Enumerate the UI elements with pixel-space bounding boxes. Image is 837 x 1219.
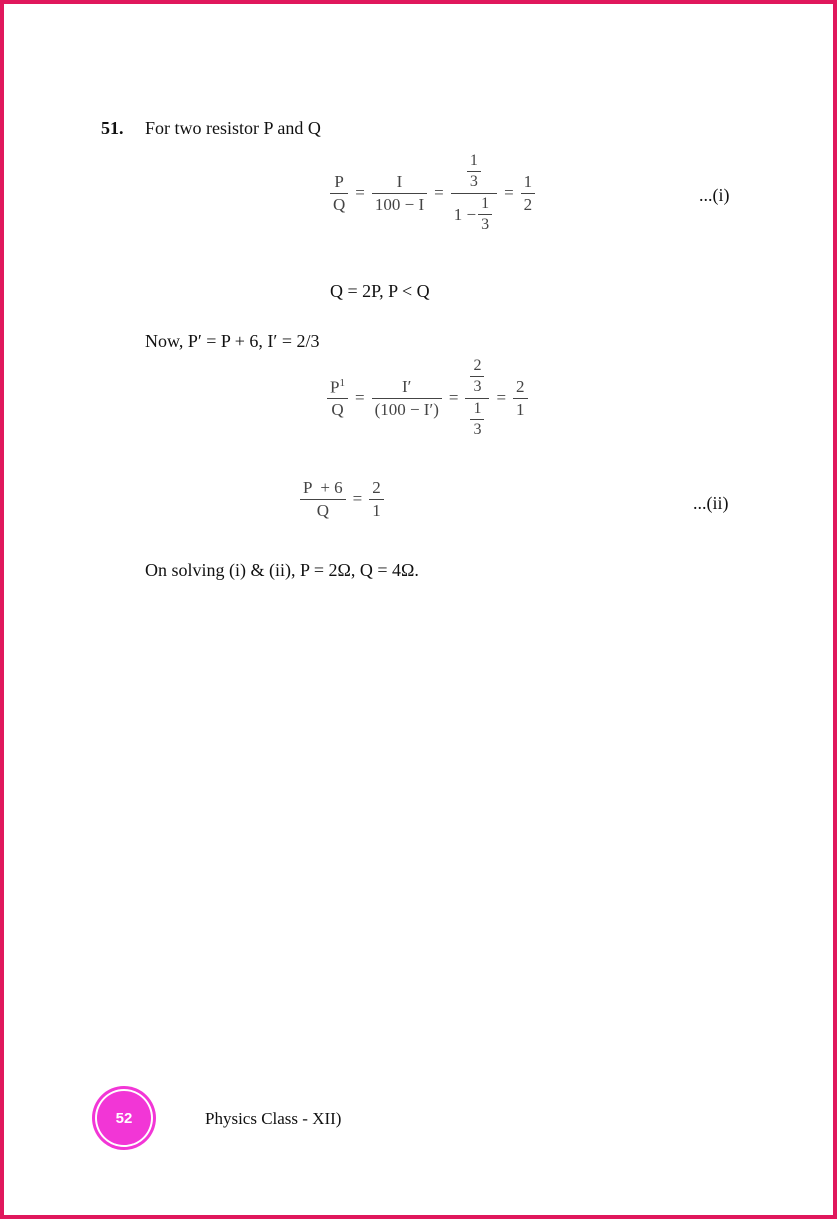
eq2-lhs-den: Q (331, 400, 344, 420)
eq1-f3-numerator (467, 152, 481, 192)
eq2-f3-num-den: 3 (473, 378, 482, 396)
eq1-f2-num: I (396, 172, 403, 192)
eq3-lhs-fraction (300, 478, 346, 520)
eq1-f3-num-den: 3 (469, 173, 478, 191)
eq1-fraction-2 (372, 172, 427, 214)
eq1-lhs-num: P (334, 172, 344, 192)
eq3-lhs-den: Q (316, 500, 329, 520)
eq1-lhs-den: Q (333, 194, 346, 214)
eq2-fraction-3 (465, 357, 489, 440)
equation-1 (328, 152, 537, 235)
eq1-f4-num: 1 (523, 172, 533, 192)
eq2-equals-3: = (496, 388, 507, 408)
eq1-f3-den-num: 1 (481, 194, 490, 212)
eq1-f2-den: 100 − I (374, 194, 425, 214)
eq3-rhs-fraction (369, 478, 384, 520)
eq1-f3-num-num: 1 (469, 152, 478, 169)
eq3-rhs-den: 1 (372, 500, 381, 520)
eq2-lhs-fraction (327, 377, 348, 420)
eq1-f4-den: 2 (523, 194, 533, 214)
eq2-fraction-4 (513, 377, 528, 419)
question-number: 51. (101, 118, 124, 138)
conclusion-line: On solving (i) & (ii), P = 2Ω, Q = 4Ω. (145, 560, 419, 580)
eq1-equals-2: = (434, 183, 444, 203)
eq2-fraction-2 (372, 377, 442, 419)
eq2-f4-num: 2 (516, 377, 525, 397)
eq1-fraction-4 (521, 172, 536, 214)
question-intro: For two resistor P and Q (145, 118, 321, 138)
eq1-f3-den-den: 3 (481, 216, 490, 234)
eq1-f3-denominator (478, 195, 492, 235)
equation-3-tag: ...(ii) (693, 493, 729, 513)
eq3-lhs-num: P + 6 (303, 478, 343, 497)
equation-1-tag: ...(i) (699, 185, 730, 205)
eq2-f3-denominator (470, 400, 484, 440)
eq1-fraction-3 (451, 152, 497, 235)
equation-3 (298, 478, 386, 520)
equation-2 (325, 357, 530, 440)
eq2-f3-num-num: 2 (473, 357, 482, 374)
page-number: 52 (115, 1109, 133, 1127)
eq2-lhs-sup: 1 (339, 376, 345, 389)
eq1-f3-den-prefix: 1 − (453, 204, 477, 224)
eq3-rhs-num: 2 (372, 478, 381, 497)
eq2-lhs-num: P (330, 377, 340, 397)
eq2-f2-den: (100 − I′) (374, 399, 439, 419)
footer-title: Physics Class - XII) (205, 1109, 342, 1128)
eq2-f3-den-num: 1 (473, 399, 482, 417)
eq3-equals: = (352, 489, 363, 509)
eq2-equals-1: = (354, 388, 365, 408)
eq1-equals-1: = (355, 183, 365, 203)
eq2-equals-2: = (448, 388, 459, 408)
eq2-f3-numerator (470, 357, 484, 397)
result-line: Q = 2P, P < Q (330, 281, 430, 301)
eq1-lhs-fraction (330, 172, 348, 214)
eq1-equals-3: = (504, 183, 514, 203)
eq2-f4-den: 1 (516, 399, 525, 419)
eq2-f2-num: I′ (402, 377, 412, 397)
now-line: Now, P′ = P + 6, I′ = 2/3 (145, 331, 320, 351)
eq2-f3-den-den: 3 (473, 421, 482, 439)
page-number-badge (95, 1089, 153, 1147)
